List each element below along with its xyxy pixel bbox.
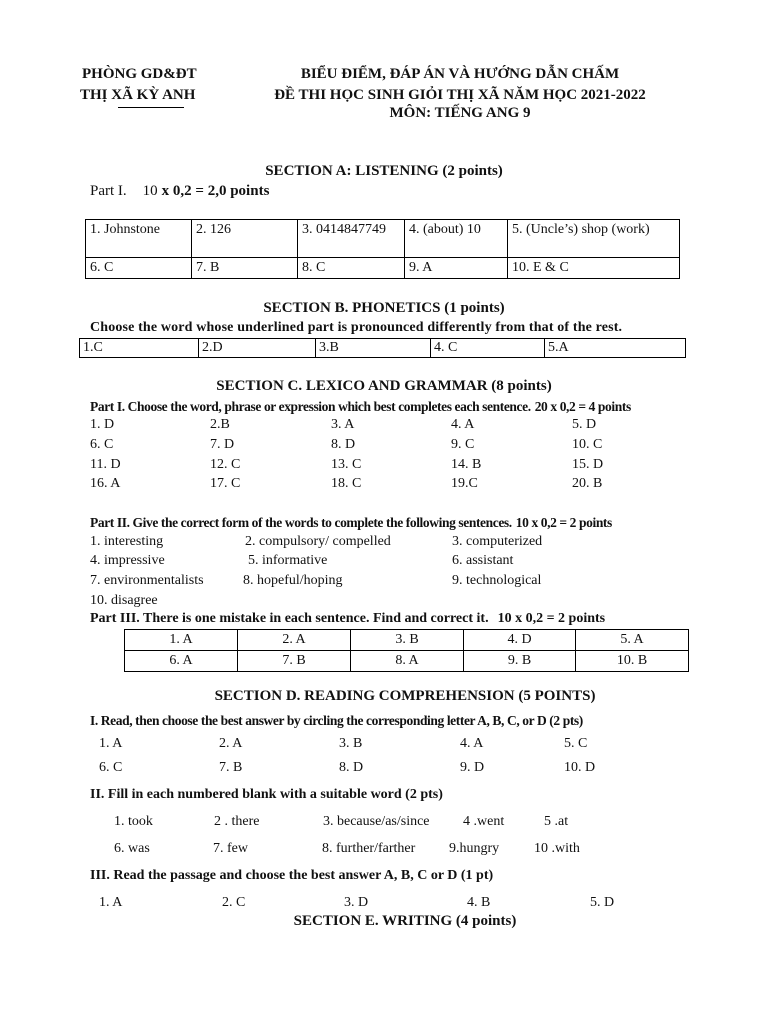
part1-count: 10 <box>142 183 158 199</box>
answer: 18. C <box>331 476 362 491</box>
list-item <box>0 458 768 476</box>
table-cell: 6. C <box>86 258 192 279</box>
table-cell: 1.C <box>80 339 199 358</box>
table-cell: 5. (Uncle’s) shop (work) <box>508 220 680 258</box>
answer: 1. took <box>114 814 153 829</box>
answer: 4 .went <box>463 814 505 829</box>
part2-score: 10 x 0,2 = 2 points <box>515 515 612 530</box>
answer: 4. B <box>467 895 491 910</box>
table-row <box>80 339 686 358</box>
answer: 1. A <box>99 895 123 910</box>
answer: 8. hopeful/hoping <box>243 573 343 588</box>
town-name: THỊ XÃ KỲ ANH <box>80 87 196 103</box>
mistakes-answer-table <box>124 629 689 672</box>
exam-title: ĐỀ THI HỌC SINH GIỎI THỊ XÃ NĂM HỌC 2021-2022 <box>274 87 646 103</box>
section-c-title: SECTION C. LEXICO AND GRAMMAR (8 points) <box>216 378 552 394</box>
list-item <box>0 438 768 456</box>
table-cell: 8. A <box>351 651 464 672</box>
answer: 2. C <box>222 895 246 910</box>
table-cell: 8. C <box>298 258 405 279</box>
table-cell: 2.D <box>199 339 316 358</box>
table-cell: 4. C <box>431 339 545 358</box>
table-cell: 9. B <box>464 651 576 672</box>
answer: 6. C <box>99 760 123 775</box>
table-cell: 3. B <box>351 630 464 651</box>
section-d-part3-heading: III. Read the passage and choose the best answer A, B, C or D (1 pt) <box>90 868 494 883</box>
table-cell: 9. A <box>405 258 508 279</box>
answer: 2 . there <box>214 814 260 829</box>
part3-score: 10 x 0,2 = 2 points <box>497 611 606 626</box>
answer: 9. C <box>451 437 475 452</box>
section-d-part1-heading: I. Read, then choose the best answer by circling the corresponding letter A, B, C, or D (2 pts) <box>90 713 583 728</box>
document-title: BIỂU ĐIỂM, ĐÁP ÁN VÀ HƯỚNG DẪN CHẤM <box>300 66 620 82</box>
answer: 9. D <box>460 760 485 775</box>
answer: 10. disagree <box>90 593 158 608</box>
part2-heading-text: Part II. Give the correct form of the words to complete the following sentences. <box>90 515 512 530</box>
answer: 6. was <box>114 841 150 856</box>
answer: 3. B <box>339 736 363 751</box>
table-row <box>86 220 680 258</box>
section-c-part1-heading <box>90 400 631 414</box>
table-cell: 2. 126 <box>192 220 298 258</box>
answer: 10. D <box>564 760 596 775</box>
answer: 2. A <box>219 736 243 751</box>
answer: 17. C <box>210 476 241 491</box>
part3-heading-text: Part III. There is one mistake in each sentence. Find and correct it. <box>90 611 489 626</box>
part1-heading-text: Part I. Choose the word, phrase or expression which best completes each sentence. <box>90 399 531 414</box>
table-cell: 10. E & C <box>508 258 680 279</box>
list-item <box>0 418 768 436</box>
answer: 10. C <box>572 437 603 452</box>
part1-score: 20 x 0,2 = 4 points <box>534 399 631 414</box>
answer: 7. few <box>213 841 248 856</box>
answer: 3. D <box>344 895 369 910</box>
answer: 6. C <box>90 437 114 452</box>
answer: 5. informative <box>248 553 328 568</box>
section-b-instruction: Choose the word whose underlined part is pronounced differently from that of the rest. <box>90 320 623 335</box>
section-c-part3-heading <box>90 612 605 626</box>
list-item <box>0 842 768 860</box>
answer: 14. B <box>451 457 482 472</box>
answer: 16. A <box>90 476 121 491</box>
table-cell: 2. A <box>238 630 351 651</box>
answer: 8. D <box>339 760 364 775</box>
table-cell: 3.B <box>316 339 431 358</box>
answer: 5 .at <box>544 814 569 829</box>
answer: 1. D <box>90 417 115 432</box>
answer: 1. interesting <box>90 534 164 549</box>
section-e-title: SECTION E. WRITING (4 points) <box>293 913 517 929</box>
table-row <box>125 630 689 651</box>
answer: 7. environmentalists <box>90 573 204 588</box>
answer: 2. compulsory/ compelled <box>245 534 391 549</box>
answer: 7. B <box>219 760 243 775</box>
part1-label: Part I. <box>90 183 127 199</box>
answer: 15. D <box>572 457 604 472</box>
table-cell: 3. 0414847749 <box>298 220 405 258</box>
list-item <box>0 477 768 495</box>
table-cell: 10. B <box>576 651 689 672</box>
list-item <box>0 761 768 779</box>
answer: 3. A <box>331 417 355 432</box>
answer: 9. technological <box>452 573 542 588</box>
header-underline <box>118 107 184 108</box>
answer: 3. because/as/since <box>323 814 430 829</box>
answer: 7. D <box>210 437 235 452</box>
list-item <box>0 896 768 914</box>
table-cell: 5.A <box>545 339 686 358</box>
list-item <box>0 594 768 612</box>
table-cell: 4. (about) 10 <box>405 220 508 258</box>
section-c-part2-heading <box>90 516 612 530</box>
answer: 4. impressive <box>90 553 165 568</box>
table-cell: 1. Johnstone <box>86 220 192 258</box>
answer: 8. D <box>331 437 356 452</box>
table-cell: 7. B <box>238 651 351 672</box>
answer: 3. computerized <box>452 534 543 549</box>
answer: 1. A <box>99 736 123 751</box>
list-item <box>0 535 768 553</box>
table-cell: 1. A <box>125 630 238 651</box>
table-cell: 5. A <box>576 630 689 651</box>
part1-score: x 0,2 = 2,0 points <box>161 183 270 199</box>
list-item <box>0 574 768 592</box>
section-d-title: SECTION D. READING COMPREHENSION (5 POINTS) <box>214 688 596 704</box>
answer: 8. further/farther <box>322 841 416 856</box>
subject-title: MÔN: TIẾNG ANG 9 <box>389 105 531 121</box>
section-a-part1-line <box>90 184 269 199</box>
answer: 19.C <box>451 476 478 491</box>
answer: 5. C <box>564 736 588 751</box>
section-d-part2-heading: II. Fill in each numbered blank with a suitable word (2 pts) <box>90 787 443 802</box>
list-item <box>0 815 768 833</box>
answer: 10 .with <box>534 841 580 856</box>
answer: 5. D <box>590 895 615 910</box>
answer: 11. D <box>90 457 121 472</box>
answer: 12. C <box>210 457 241 472</box>
answer: 13. C <box>331 457 362 472</box>
list-item <box>0 554 768 572</box>
answer: 2.B <box>210 417 230 432</box>
answer: 20. B <box>572 476 603 491</box>
answer: 5. D <box>572 417 597 432</box>
phonetics-answer-table <box>79 338 686 358</box>
answer: 6. assistant <box>452 553 514 568</box>
section-a-title: SECTION A: LISTENING (2 points) <box>265 163 503 179</box>
section-b-title: SECTION B. PHONETICS (1 points) <box>263 300 505 316</box>
table-cell: 7. B <box>192 258 298 279</box>
table-cell: 4. D <box>464 630 576 651</box>
listening-answer-table <box>85 219 680 279</box>
list-item <box>0 737 768 755</box>
table-row <box>86 258 680 279</box>
answer: 4. A <box>460 736 484 751</box>
table-row <box>125 651 689 672</box>
answer: 9.hungry <box>449 841 500 856</box>
answer: 4. A <box>451 417 475 432</box>
table-cell: 6. A <box>125 651 238 672</box>
department-name: PHÒNG GD&ĐT <box>82 66 197 82</box>
